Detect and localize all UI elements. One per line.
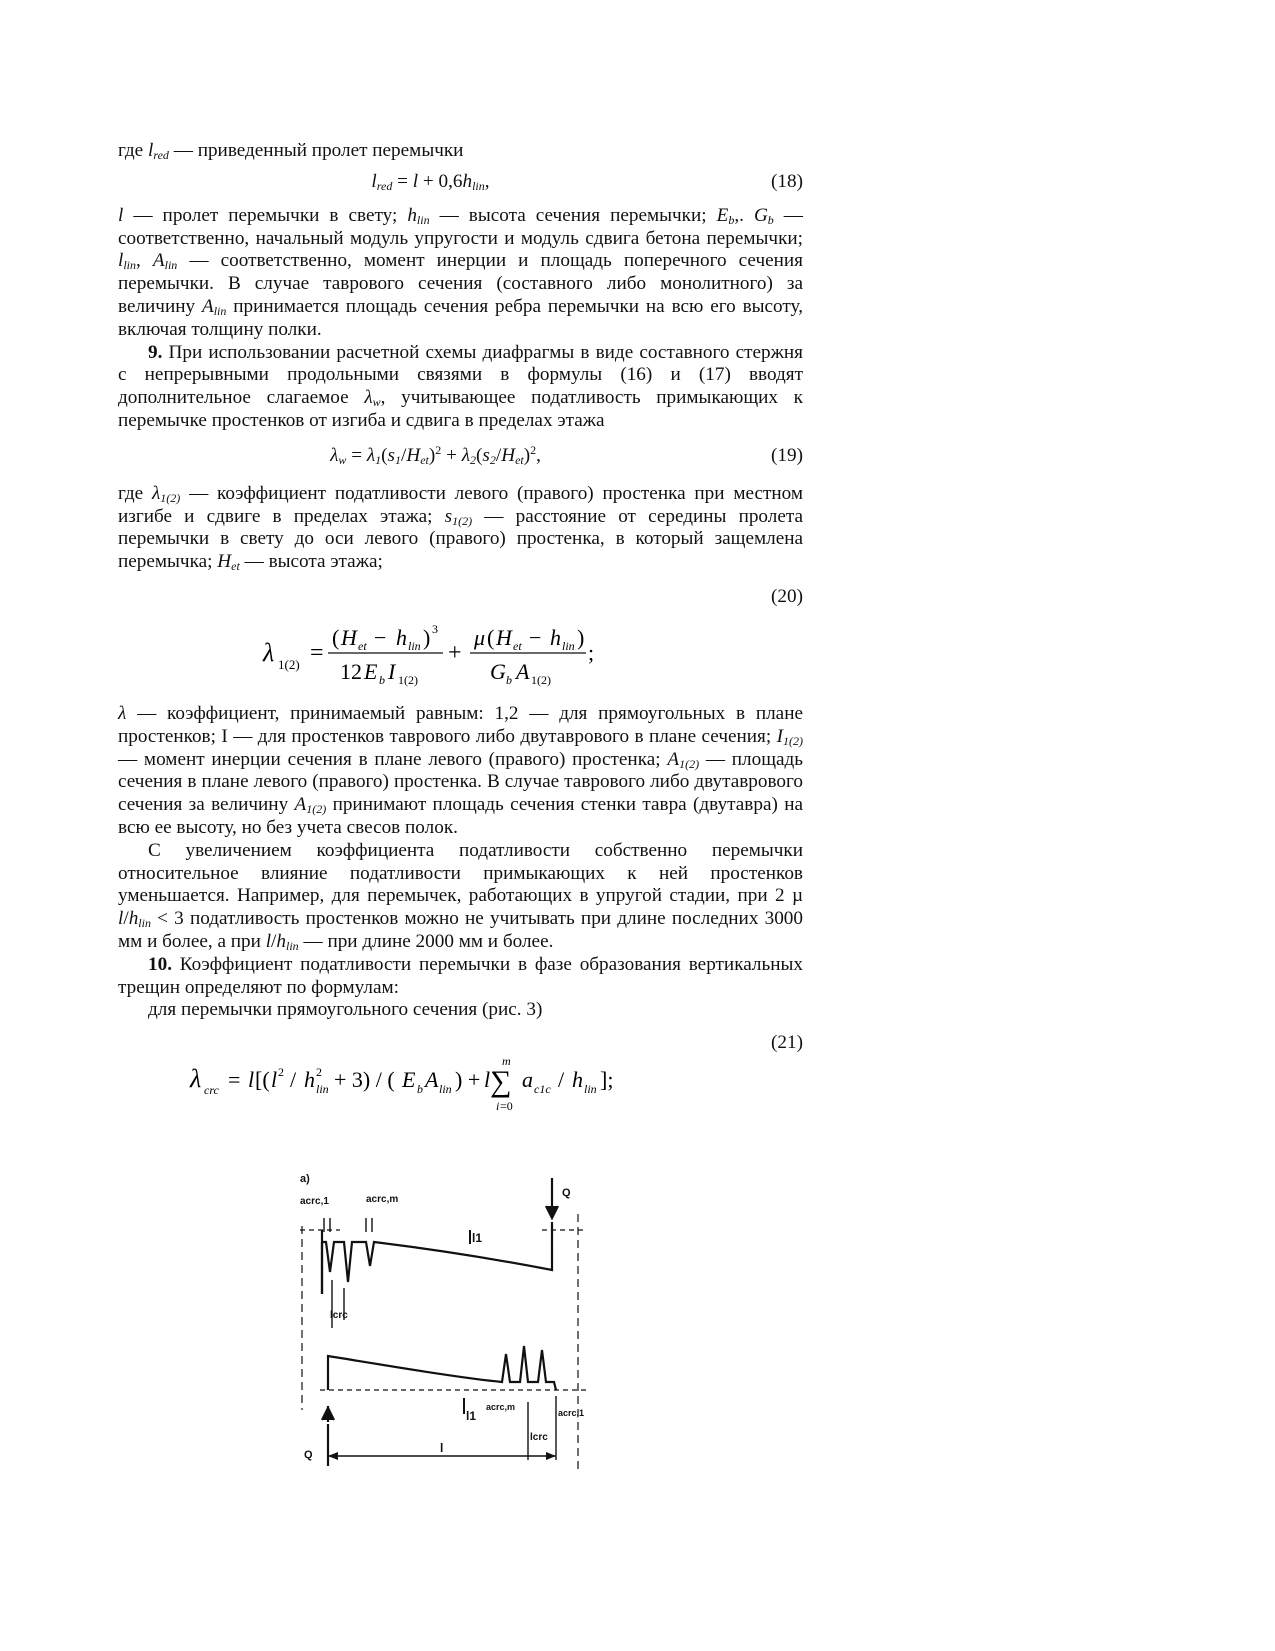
svg-text:12: 12 [340, 658, 362, 684]
svg-text:lin: lin [562, 638, 575, 653]
svg-text:h: h [550, 624, 561, 650]
equation-19: $\lambda_w = \lambda_1(s_1/H_{et})^2 + \lambda_2(s_2/H_{et})^2$, (19) [330, 442, 803, 467]
svg-text:et: et [358, 638, 367, 653]
svg-text:lin: lin [408, 638, 421, 653]
svg-text:λ: λ [190, 1064, 202, 1094]
paragraph-definitions: l — пролет перемычки в свету; $h_{lin}$ — высота сечения перемычки; $E_b$,. $G_b$ — соответственно, начальный модуль упругости и модуль сдвига бетона перемычки; $l_{lin}$, $A_{lin}$ — соответственно, момент инерции и площадь поперечного сечения перемычки. В случае таврового сечения (составного либо монолитного) за величину $A_{lin}$ принимается площадь сечения ребра перемычки на всю его высоту, включая толщину полки. [118, 204, 804, 340]
label-q-top: Q [562, 1187, 571, 1199]
label-l: l [440, 1441, 444, 1455]
label-l1-top: l1 [472, 1231, 483, 1245]
label-l1-bottom: l1 [466, 1409, 477, 1423]
paragraph-influence: С увеличением коэффициента податливости собственно перемычки относительное влияние податливости примыкающих к ней простенков уменьшается. Например, для перемычек, работающих в упругой стадии, при 2 µ $l/h_{lin} < 3$ податливость простенков можно не учитывать при длине последних 3000 мм и более, а при $l/h_{lin}$ — при длине 2000 мм и более. [118, 839, 803, 953]
figure-label-a: а) [300, 1173, 310, 1185]
svg-text:) +: ) + [455, 1067, 481, 1093]
paragraph-lambda-definition: где $\lambda_{1(2)}$ — коэффициент податливости левого (правого) простенка при местном изгибе и сдвиге в пределах этажа; $s_{1(2)}$ — расстояние от середины пролета перемычки в свету до оси левого (правого) простенка, в который защемлена перемычка; $H_{et}$ — высота этажа; [118, 482, 803, 574]
svg-text:+: + [448, 639, 462, 666]
equation-number-18: (18) [771, 170, 803, 192]
svg-text:1(2): 1(2) [398, 672, 418, 687]
svg-text:a: a [522, 1067, 533, 1093]
svg-text:2: 2 [278, 1065, 284, 1080]
svg-text:E: E [364, 658, 378, 684]
svg-text:c1c: c1c [534, 1082, 551, 1097]
svg-text:A: A [425, 1067, 439, 1093]
svg-text:[(: [( [255, 1067, 270, 1093]
equation-18: $l_{red} = l + 0,6h_{lin}$, (18) [371, 170, 803, 193]
svg-text:E: E [402, 1067, 416, 1093]
svg-text:+ 3) / (: + 3) / ( [334, 1067, 395, 1093]
svg-text:=0: =0 [500, 1099, 513, 1114]
label-lcrc-bottom: lcrc [530, 1432, 548, 1443]
svg-text:l: l [484, 1067, 491, 1093]
svg-text:=: = [310, 639, 324, 666]
svg-text:crc: crc [204, 1083, 219, 1098]
svg-text:1(2): 1(2) [531, 672, 551, 687]
svg-text:μ: μ [474, 624, 486, 650]
equation-number-19: (19) [771, 444, 803, 466]
svg-text:λ: λ [263, 637, 275, 667]
svg-text:2: 2 [316, 1065, 322, 1080]
label-acrcm-bottom: acrc,m [486, 1402, 516, 1412]
svg-text:b: b [417, 1082, 423, 1097]
figure-3 [300, 1170, 620, 1505]
svg-text:G: G [490, 658, 506, 684]
intro-line: где $l_{red}$ — приведенный пролет перемычки [118, 140, 464, 162]
svg-text:lin: lin [316, 1082, 329, 1097]
paragraph-coefficients: λ — коэффициент, принимаемый равным: 1,2 — для прямоугольных в плане простенков; I — для простенков таврового либо двутаврового в плане сечения; $I_{1(2)}$ — момент инерции сечения в плане левого (правого) простенка; $A_{1(2)}$ — площадь сечения в плане левого (правого) простенка. В случае таврового либо двутаврового сечения за величину $A_{1(2)}$ принимают площадь сечения стенки тавра (двутавра) на всю ее высоту, но без учета свесов полок. [118, 702, 804, 838]
svg-text:m: m [502, 1054, 511, 1069]
paragraph-9: 9. При использовании расчетной схемы диафрагмы в виде составного стержня с непрерывными продольными связями в формулы (16) и (17) вводят дополнительное слагаемое $\lambda_w$, учитывающее податливость примыкающих к перемычке простенков от изгиба и сдвига в пределах этажа [118, 341, 803, 431]
svg-text:=: = [228, 1067, 241, 1093]
equation-number-20: (20) [771, 585, 803, 607]
svg-text:A: A [516, 658, 530, 684]
svg-text:l: l [271, 1067, 278, 1093]
label-q-bottom: Q [304, 1449, 313, 1461]
label-lcrc-top: lcrc [330, 1310, 348, 1321]
svg-text:lin: lin [439, 1082, 452, 1097]
svg-text:lin: lin [584, 1082, 597, 1097]
paragraph-10: 10. Коэффициент податливости перемычки в фазе образования вертикальных трещин определяют по формулам: [118, 953, 803, 998]
svg-text:): ) [423, 624, 431, 650]
svg-text:1(2): 1(2) [278, 656, 300, 672]
svg-text:b: b [379, 672, 385, 687]
paragraph-rectangular: для перемычки прямоугольного сечения (рис. 3) [148, 999, 543, 1021]
label-acrc1-bottom: acrc,1 [558, 1408, 585, 1418]
svg-text:i: i [496, 1099, 500, 1114]
svg-text:(: ( [487, 624, 495, 650]
equation-21 [118, 1055, 803, 1133]
svg-text:h: h [572, 1067, 583, 1093]
equation-20 [118, 609, 803, 697]
svg-text:H: H [341, 624, 357, 650]
svg-text:−: − [374, 624, 387, 650]
label-acrc1-top: acrc,1 [300, 1196, 329, 1207]
label-acrcm-top: acrc,m [366, 1194, 399, 1205]
svg-text:I: I [388, 658, 396, 684]
svg-text:(: ( [332, 624, 340, 650]
svg-text:3: 3 [432, 621, 438, 636]
svg-text:];: ]; [600, 1067, 614, 1093]
svg-text:): ) [577, 624, 585, 650]
svg-text:h: h [304, 1067, 315, 1093]
svg-text:H: H [496, 624, 512, 650]
equation-number-21: (21) [771, 1032, 803, 1054]
svg-text:−: − [529, 624, 542, 650]
svg-text:h: h [396, 624, 407, 650]
svg-text:;: ; [588, 639, 595, 665]
svg-text:l: l [248, 1067, 255, 1093]
svg-text:∑: ∑ [490, 1065, 512, 1099]
svg-text:b: b [506, 672, 512, 687]
page-body [118, 140, 803, 1133]
svg-text:/: / [290, 1067, 297, 1093]
svg-text:et: et [513, 638, 522, 653]
svg-text:/: / [558, 1067, 565, 1093]
